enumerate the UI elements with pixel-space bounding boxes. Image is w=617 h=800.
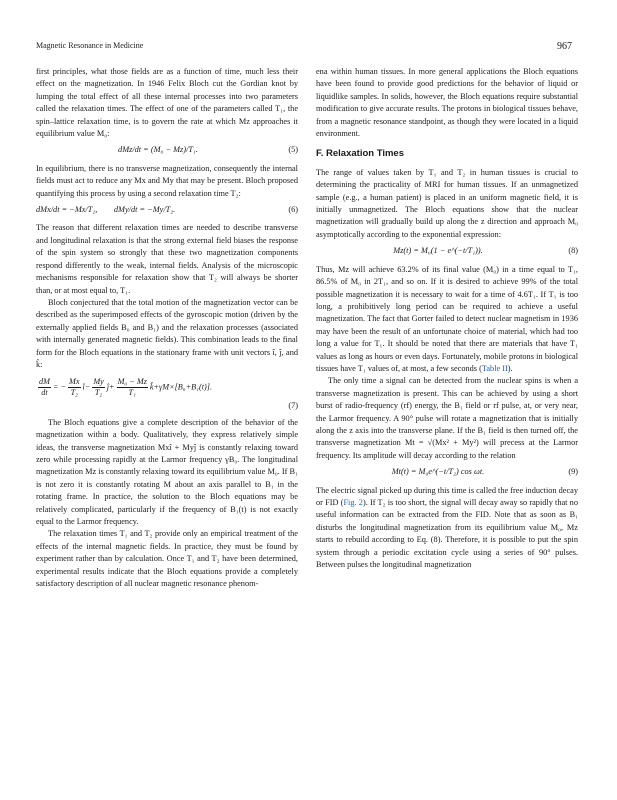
fraction: $\frac{dM}{dt}$: [39, 377, 50, 398]
equation-body: Mt(t) = M₀e^(−t/T₂) cos ωt.: [391, 467, 485, 477]
paragraph: Bloch conjectured that the total motion of the magnetization vector can be described as the superimposed effects of the gyroscopic motion (driven by the externally applied fields B₀ and B₁) and the relaxation processes (associated with internally generated magnetic fields). This combination leads to the final form for the Bloch equations in the stationary frame with unit vectors î, ĵ, and k̂:: [36, 297, 298, 369]
section-heading: F. Relaxation Times: [316, 148, 404, 160]
equation-number: (8): [568, 246, 578, 256]
fraction: $\frac{My}{\text{T₂}}$: [93, 377, 104, 398]
paragraph: ena within human tissues. In more general applications the Bloch equations have been found to provide good predictions for the behavior of liquid or liquidlike samples. In solids, however, the Bloch equations require substantial modification to give accurate results. The protons in biological tissues behave, from a magnetic resonance standpoint, as though they were located in a liquid environment.: [316, 67, 578, 139]
paragraph: The only time a signal can be detected from the nuclear spins is when a transverse magnetization is present. This can be achieved by using a short burst of radio-frequency (rf) energy, the B₁ field or rf pulse, at, or very near, the Larmor frequency. A 90° pulse will rotate a magnetization that is initially along the z axis into the transverse plane. If the B₁ field is then turned off, the transverse magnetization Mt = √(Mx² + My²) will precess at the Larmor frequency. Its amplitude will decay according to the relation: [316, 376, 578, 460]
equation-8: [316, 245, 578, 257]
paragraph: The reason that different relaxation times are needed to describe transverse and longitudinal relaxation is that the strong external field biases the response of the spin system so strongly that these two magnetization components respond differently to the weak, internal fields. Analysis of the microscopic mechanisms responsible for relaxation show that T₂ will always be shorter than, or at most equal to, T₁.: [36, 223, 298, 295]
page-number: 967: [557, 41, 572, 52]
paragraph: Thus, Mz will achieve 63.2% of its final value (M₀) in a time equal to T₁, 86.5% of M₀ in 2T₁, and so on. If it is desired to achieve 99% of the total possible magnetization it is necessary to wait for a time of 4.6T₁. If T₁ is too long, a prohibitively long period can be required to achieve a useful magnetization. The fact that Gorter failed to detect nuclear magnetism in 1936 may have been the result of an unfortunate choice of material, which had too long a value for T₁. It should be noted that there are materials that have T₁ values as long as hours or even days. Fortunately, mobile protons in biological tissues have T₁ values of, at most, a few seconds (Table II).: [316, 264, 578, 373]
equation-9: [316, 466, 578, 478]
equation-body: dMz/dt = (M₀ − Mz)/T₁.: [118, 145, 198, 155]
equation-number: (5): [288, 145, 298, 155]
fraction: $\frac{\text{M₀ − Mz}}{\text{T₁}}$: [117, 377, 147, 398]
paragraph: The range of values taken by T₁ and T₂ in human tissues is crucial to determining the practicality of MRI for human tissues. If an unmagnetized sample (e.g., a human patient) is placed in an uniform magnetic field, it is initially unmagnetized. The Bloch equations show that the nuclear magnetization will gradually build up along the z direction and approach M₀ asymptotically according to the exponential expression:: [316, 167, 578, 239]
equation-number: (9): [568, 467, 578, 477]
equation-body: dMx/dt = −Mx/T₂, dMy/dt = −My/T₂.: [36, 205, 176, 215]
equation-number: (7): [288, 401, 298, 411]
equation-body: Mz(t) = M₀(1 − e^(−t/T₁)).: [393, 246, 483, 256]
equation-7: [36, 377, 298, 412]
paragraph: The Bloch equations give a complete description of the behavior of the magnetization within a body. Qualitatively, they express relatively simple ideas, the transverse magnetization Mxî + Myĵ is constantly relaxing toward zero while processing rapidly at the Larmor frequency γB₀. The longitudinal magnetization Mz is constantly relaxing toward its equilibrium value M₀. If B₁ is not zero it is constantly rotating M about an axis parallel to B₁ in the rotating frame. In practice, the solution to the Bloch equations may be relatively complicated, particularly if the frequency of B₁(t) is not exactly equal to the Larmor frequency.: [36, 417, 298, 526]
figure-reference-link[interactable]: Fig. 2: [343, 498, 363, 507]
fraction: $\frac{Mx}{\text{T₂}}$: [69, 377, 80, 398]
equation-number: (6): [288, 205, 298, 215]
equation-5: [36, 144, 298, 156]
paragraph: first principles, what those fields are as a function of time, much less their effect on the magnetization. In 1946 Felix Bloch cut the Gordian knot by lumping the total effect of all these internal processes into two parameters called the relaxation times. The effect of one of the parameters called T₁, the spin–lattice relaxation time, is to govern the rate at which Mz approaches it equilibrium value M₀:: [36, 67, 298, 139]
equation-6: [36, 204, 298, 216]
left-column: [36, 66, 298, 590]
table-reference-link[interactable]: Table II: [481, 363, 508, 373]
paragraph: In equilibrium, there is no transverse magnetization, consequently the internal fields must act to reduce any Mx and My that may be present. Bloch proposed quantifying this process by using a second relaxation time T₂:: [36, 163, 298, 198]
paragraph: The electric signal picked up during this time is called the free induction decay or FID (Fig. 2). If T₂ is too short, the signal will decay away so rapidly that no useful information can be extracted from the FID. Note that as soon as B₁ disturbs the longitudinal magnetization from its equilibrium value M₀, Mz starts to rebuild according to Eq. (8). Therefore, it is possible to put the spin system through a periodic excitation cycle using a series of 90° pulses. Between pulses the longitudinal magnetization: [316, 485, 578, 570]
running-header-journal: Magnetic Resonance in Medicine: [36, 41, 144, 50]
paragraph: The relaxation times T₁ and T₂ provide only an empirical treatment of the effects of the internal magnetic fields. In practice, they must be found by experiment rather than by calculation. Once T₁ and T₂ have been determined, experimental results indicate that the Bloch equations provide a completely satisfactory description of all nuclear magnetic resonance phenom-: [36, 529, 298, 589]
right-column: [316, 66, 578, 571]
equation-body: $\frac{dM}{dt}$ = − $\frac{Mx}{\text{T₂}}$ î− $\frac{My}{\text{T₂}}$ ĵ+ $\frac{\text{M₀ − Mz}}{\text{T₁}}$ k̂+γM×[B₀+B₁(t)].: [39, 377, 212, 398]
